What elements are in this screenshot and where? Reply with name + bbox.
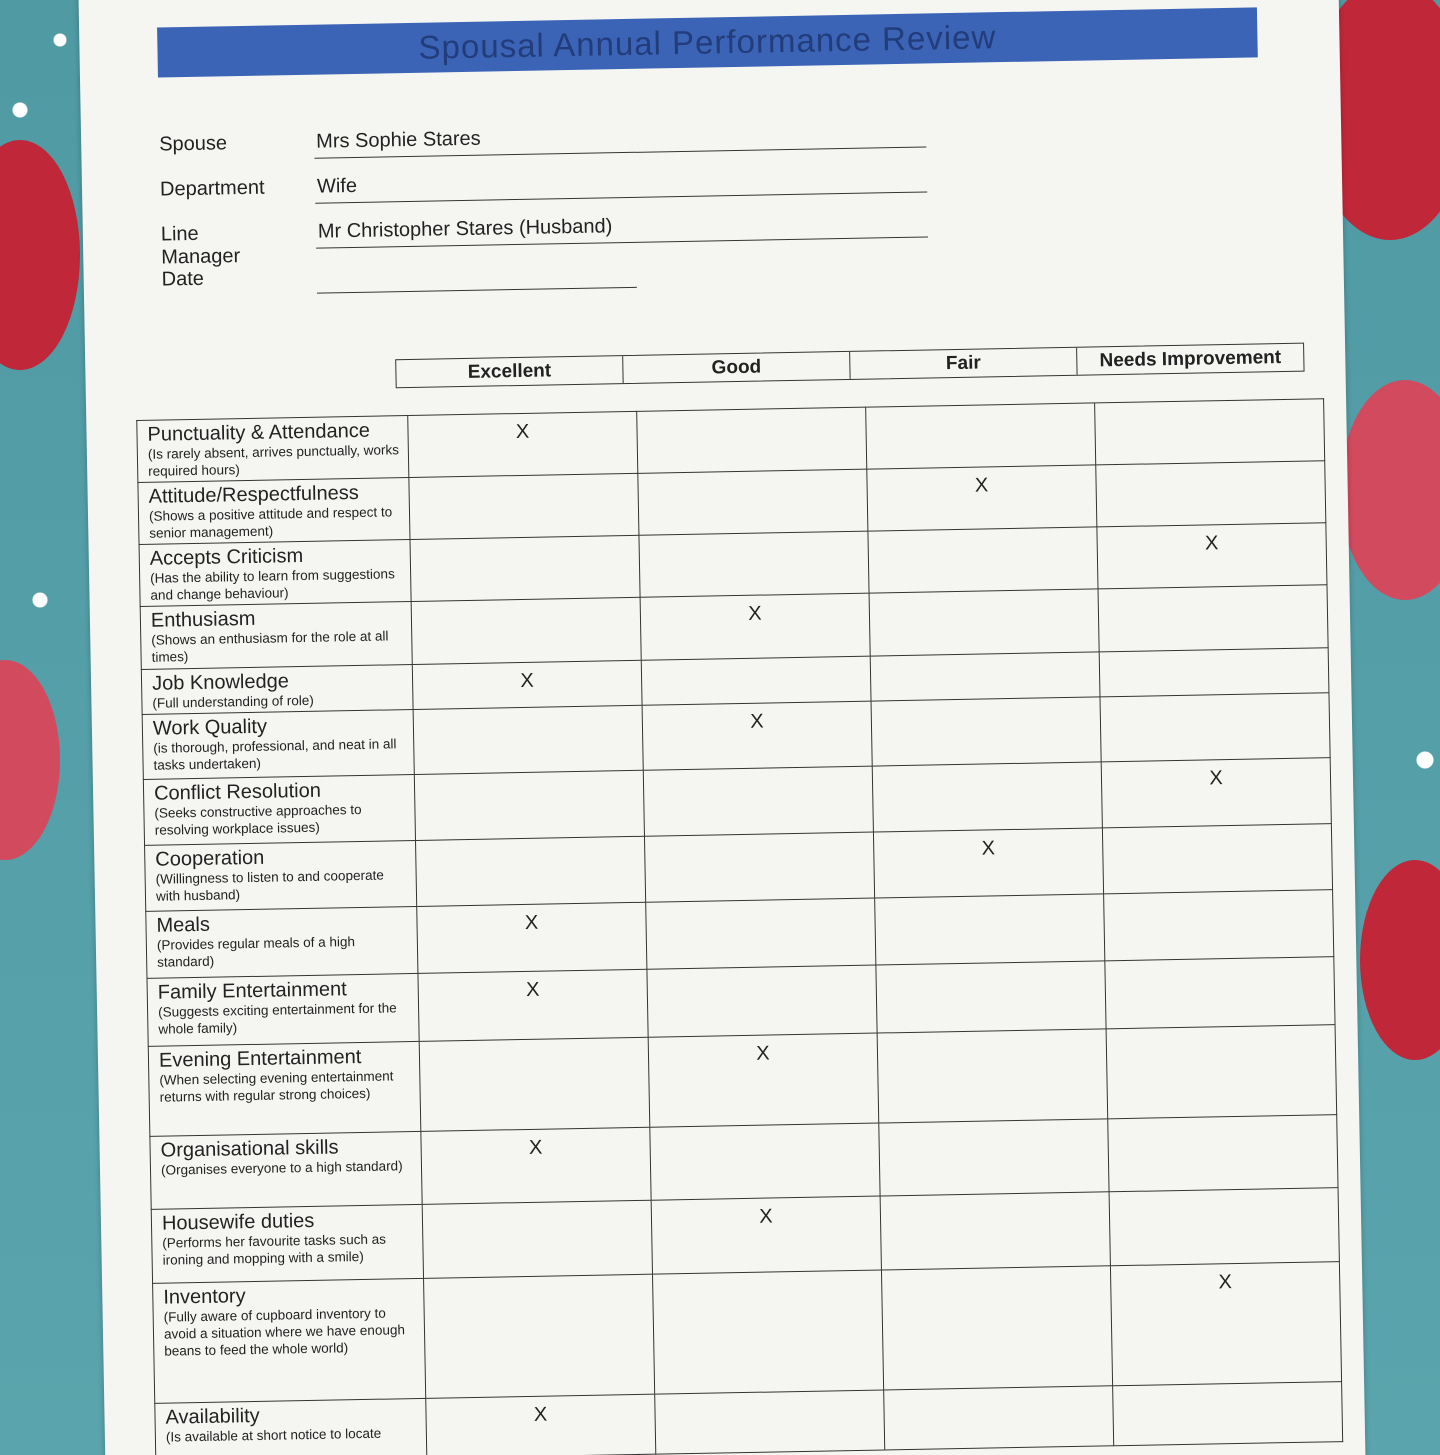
rating-cell — [637, 407, 867, 473]
rating-cell — [869, 589, 1099, 656]
rating-mark: X — [520, 669, 534, 693]
santa-decoration — [0, 660, 60, 860]
rating-mark: X — [759, 1205, 773, 1228]
criterion-name: Accepts Criticism — [149, 544, 304, 570]
criterion-description: (Shows an enthusiasm for the role at all times) — [151, 628, 389, 665]
rating-cell — [884, 1386, 1114, 1450]
criterion-cell — [140, 602, 412, 670]
rating-mark: X — [974, 474, 989, 497]
review-document — [78, 0, 1366, 1455]
rating-cell — [416, 836, 646, 906]
criterion-cell — [143, 774, 415, 845]
criterion-description: (Full understanding of role) — [152, 692, 314, 711]
criterion-row — [153, 1262, 1342, 1404]
rating-mark: X — [533, 1403, 548, 1426]
rating-cell — [408, 411, 638, 477]
rating-cell — [412, 660, 642, 709]
criterion-cell — [137, 416, 409, 483]
rating-cell — [1096, 461, 1326, 527]
rating-cell — [647, 965, 877, 1037]
criterion-description: (Provides regular meals of a high standard) — [156, 934, 356, 970]
criterion-name: Work Quality — [152, 715, 268, 740]
rating-mark: X — [1209, 767, 1223, 790]
criterion-cell — [150, 1131, 422, 1209]
info-row-spouse — [159, 127, 481, 179]
rating-cell — [424, 1274, 655, 1398]
info-label: Department — [159, 176, 265, 201]
rating-cell — [426, 1394, 656, 1455]
criterion-cell — [155, 1398, 427, 1455]
criterion-cell — [146, 906, 418, 978]
rating-cell — [866, 403, 1096, 469]
line-manager-field: Mr Christopher Stares (Husband) — [316, 209, 928, 248]
rating-cell — [418, 969, 648, 1041]
rating-cell — [1104, 890, 1334, 961]
criterion-name: Conflict Resolution — [153, 779, 322, 805]
rating-cell — [422, 1200, 652, 1278]
rating-cell — [1113, 1382, 1343, 1446]
rating-mark: X — [1218, 1271, 1233, 1294]
rating-mark: X — [750, 710, 764, 733]
column-header-needs-improvement: Needs Improvement — [1099, 346, 1282, 371]
rating-cell — [414, 770, 644, 840]
rating-mark: X — [748, 602, 762, 625]
rating-mark: X — [756, 1042, 770, 1065]
rating-cell — [641, 656, 871, 705]
rating-cell — [871, 697, 1101, 766]
criterion-name: Meals — [156, 913, 211, 937]
santa-decoration — [1340, 380, 1440, 600]
rating-cell — [876, 961, 1106, 1033]
criterion-name: Availability — [165, 1404, 260, 1429]
rating-cell — [650, 1123, 880, 1200]
criterion-cell — [142, 709, 414, 779]
criterion-name: Cooperation — [155, 846, 265, 871]
rating-cell — [870, 652, 1100, 701]
rating-cell — [411, 597, 641, 664]
rating-table — [136, 398, 1343, 1455]
rating-cell — [652, 1270, 883, 1394]
rating-cell — [409, 473, 639, 539]
rating-cell — [644, 832, 874, 902]
rating-cell — [879, 1119, 1109, 1196]
criterion-name: Enthusiasm — [150, 607, 256, 632]
rating-cell — [642, 701, 872, 770]
criterion-cell — [145, 840, 417, 911]
rating-cell — [1108, 1115, 1338, 1192]
rating-mark: X — [981, 837, 996, 860]
criterion-name: Inventory — [163, 1285, 246, 1309]
title-banner — [157, 7, 1258, 77]
rating-cell — [413, 705, 643, 774]
criterion-cell — [139, 540, 411, 607]
criterion-cell — [151, 1204, 423, 1283]
criterion-name: Organisational skills — [160, 1136, 339, 1162]
rating-cell — [648, 1033, 879, 1127]
criterion-description: (When selecting evening entertainment returns with regular strong choices) — [159, 1068, 394, 1105]
column-header-excellent: Excellent — [396, 356, 623, 387]
rating-cell — [655, 1390, 885, 1454]
rating-mark: X — [1204, 532, 1219, 555]
info-label: Spouse — [159, 132, 228, 156]
criterion-name: Attitude/Respectfulness — [148, 481, 359, 508]
info-label: Line Manager — [160, 222, 241, 269]
info-row-line-manager — [160, 215, 613, 269]
rating-cell — [1110, 1262, 1341, 1386]
rating-mark: X — [528, 1136, 543, 1159]
criterion-cell — [147, 973, 419, 1046]
rating-mark: X — [515, 420, 530, 444]
rating-cell — [419, 1037, 650, 1131]
criterion-description: (Suggests exciting entertainment for the whole family) — [157, 1000, 397, 1037]
rating-cell — [1109, 1188, 1339, 1266]
santa-decoration — [1360, 860, 1440, 1060]
spouse-field: Mrs Sophie Stares — [314, 119, 926, 158]
criterion-name: Evening Entertainment — [158, 1045, 362, 1072]
rating-cell — [643, 766, 873, 836]
rating-cell — [646, 898, 876, 969]
info-section — [159, 127, 613, 314]
rating-cell — [868, 527, 1098, 593]
rating-cell — [1097, 523, 1327, 589]
rating-cell — [640, 593, 870, 660]
criterion-cell — [138, 478, 410, 545]
rating-cell — [1101, 758, 1331, 828]
rating-cell — [1105, 957, 1335, 1029]
criterion-cell — [141, 664, 413, 714]
rating-cell — [417, 902, 647, 973]
rating-cell — [410, 535, 640, 601]
criterion-description: (Seeks constructive approaches to resolving workplace issues) — [154, 801, 362, 838]
criterion-name: Punctuality & Attendance — [147, 419, 371, 446]
criterion-description: (Is rarely absent, arrives punctually, works required hours) — [147, 442, 400, 479]
rating-cell — [1099, 648, 1329, 697]
rating-cell — [1102, 824, 1332, 894]
rating-mark: X — [524, 911, 539, 934]
santa-decoration — [0, 140, 80, 370]
criterion-description: (Is available at short notice to locate — [165, 1425, 382, 1445]
criterion-name: Housewife duties — [161, 1209, 315, 1235]
rating-column-headers — [395, 343, 1304, 389]
criterion-description: (Organises everyone to a high standard) — [160, 1158, 403, 1178]
rating-cell — [1098, 585, 1328, 652]
rating-cell — [880, 1192, 1110, 1270]
info-row-department — [159, 174, 358, 224]
date-field — [316, 260, 636, 294]
info-row-date — [161, 267, 205, 314]
rating-cell — [875, 894, 1105, 965]
info-label: Date — [161, 267, 205, 291]
criterion-description: (Willingness to listen to and cooperate with husband) — [155, 867, 384, 904]
rating-cell — [873, 828, 1103, 898]
criterion-description: (Performs her favourite tasks such as ironing and mopping with a smile) — [162, 1231, 387, 1268]
rating-cell — [872, 762, 1102, 832]
rating-mark: X — [525, 978, 540, 1001]
rating-cell — [881, 1266, 1112, 1390]
rating-cell — [421, 1127, 651, 1204]
criterion-description: (is thorough, professional, and neat in all tasks undertaken) — [153, 736, 397, 773]
rating-cell — [639, 531, 869, 597]
rating-cell — [867, 465, 1097, 531]
criterion-description: (Fully aware of cupboard inventory to avoid a situation where we have enough beans to feed the whole world) — [163, 1305, 406, 1359]
rating-cell — [638, 469, 868, 535]
rating-cell — [1106, 1025, 1337, 1119]
criterion-description: (Has the ability to learn from suggestions and change behaviour) — [150, 566, 395, 603]
criterion-description: (Shows a positive attitude and respect to senior management) — [148, 504, 393, 541]
criterion-cell — [148, 1041, 421, 1136]
document-title: Spousal Annual Performance Review — [418, 18, 997, 66]
rating-cell — [1095, 399, 1325, 465]
rating-cell — [877, 1029, 1108, 1123]
column-header-fair: Fair — [850, 348, 1077, 379]
criterion-cell — [153, 1278, 426, 1403]
rating-cell — [651, 1196, 881, 1274]
department-field: Wife — [315, 164, 927, 203]
criterion-name: Family Entertainment — [157, 978, 347, 1004]
criterion-name: Job Knowledge — [151, 670, 290, 695]
column-header-good: Good — [623, 352, 850, 383]
rating-cell — [1100, 693, 1330, 762]
